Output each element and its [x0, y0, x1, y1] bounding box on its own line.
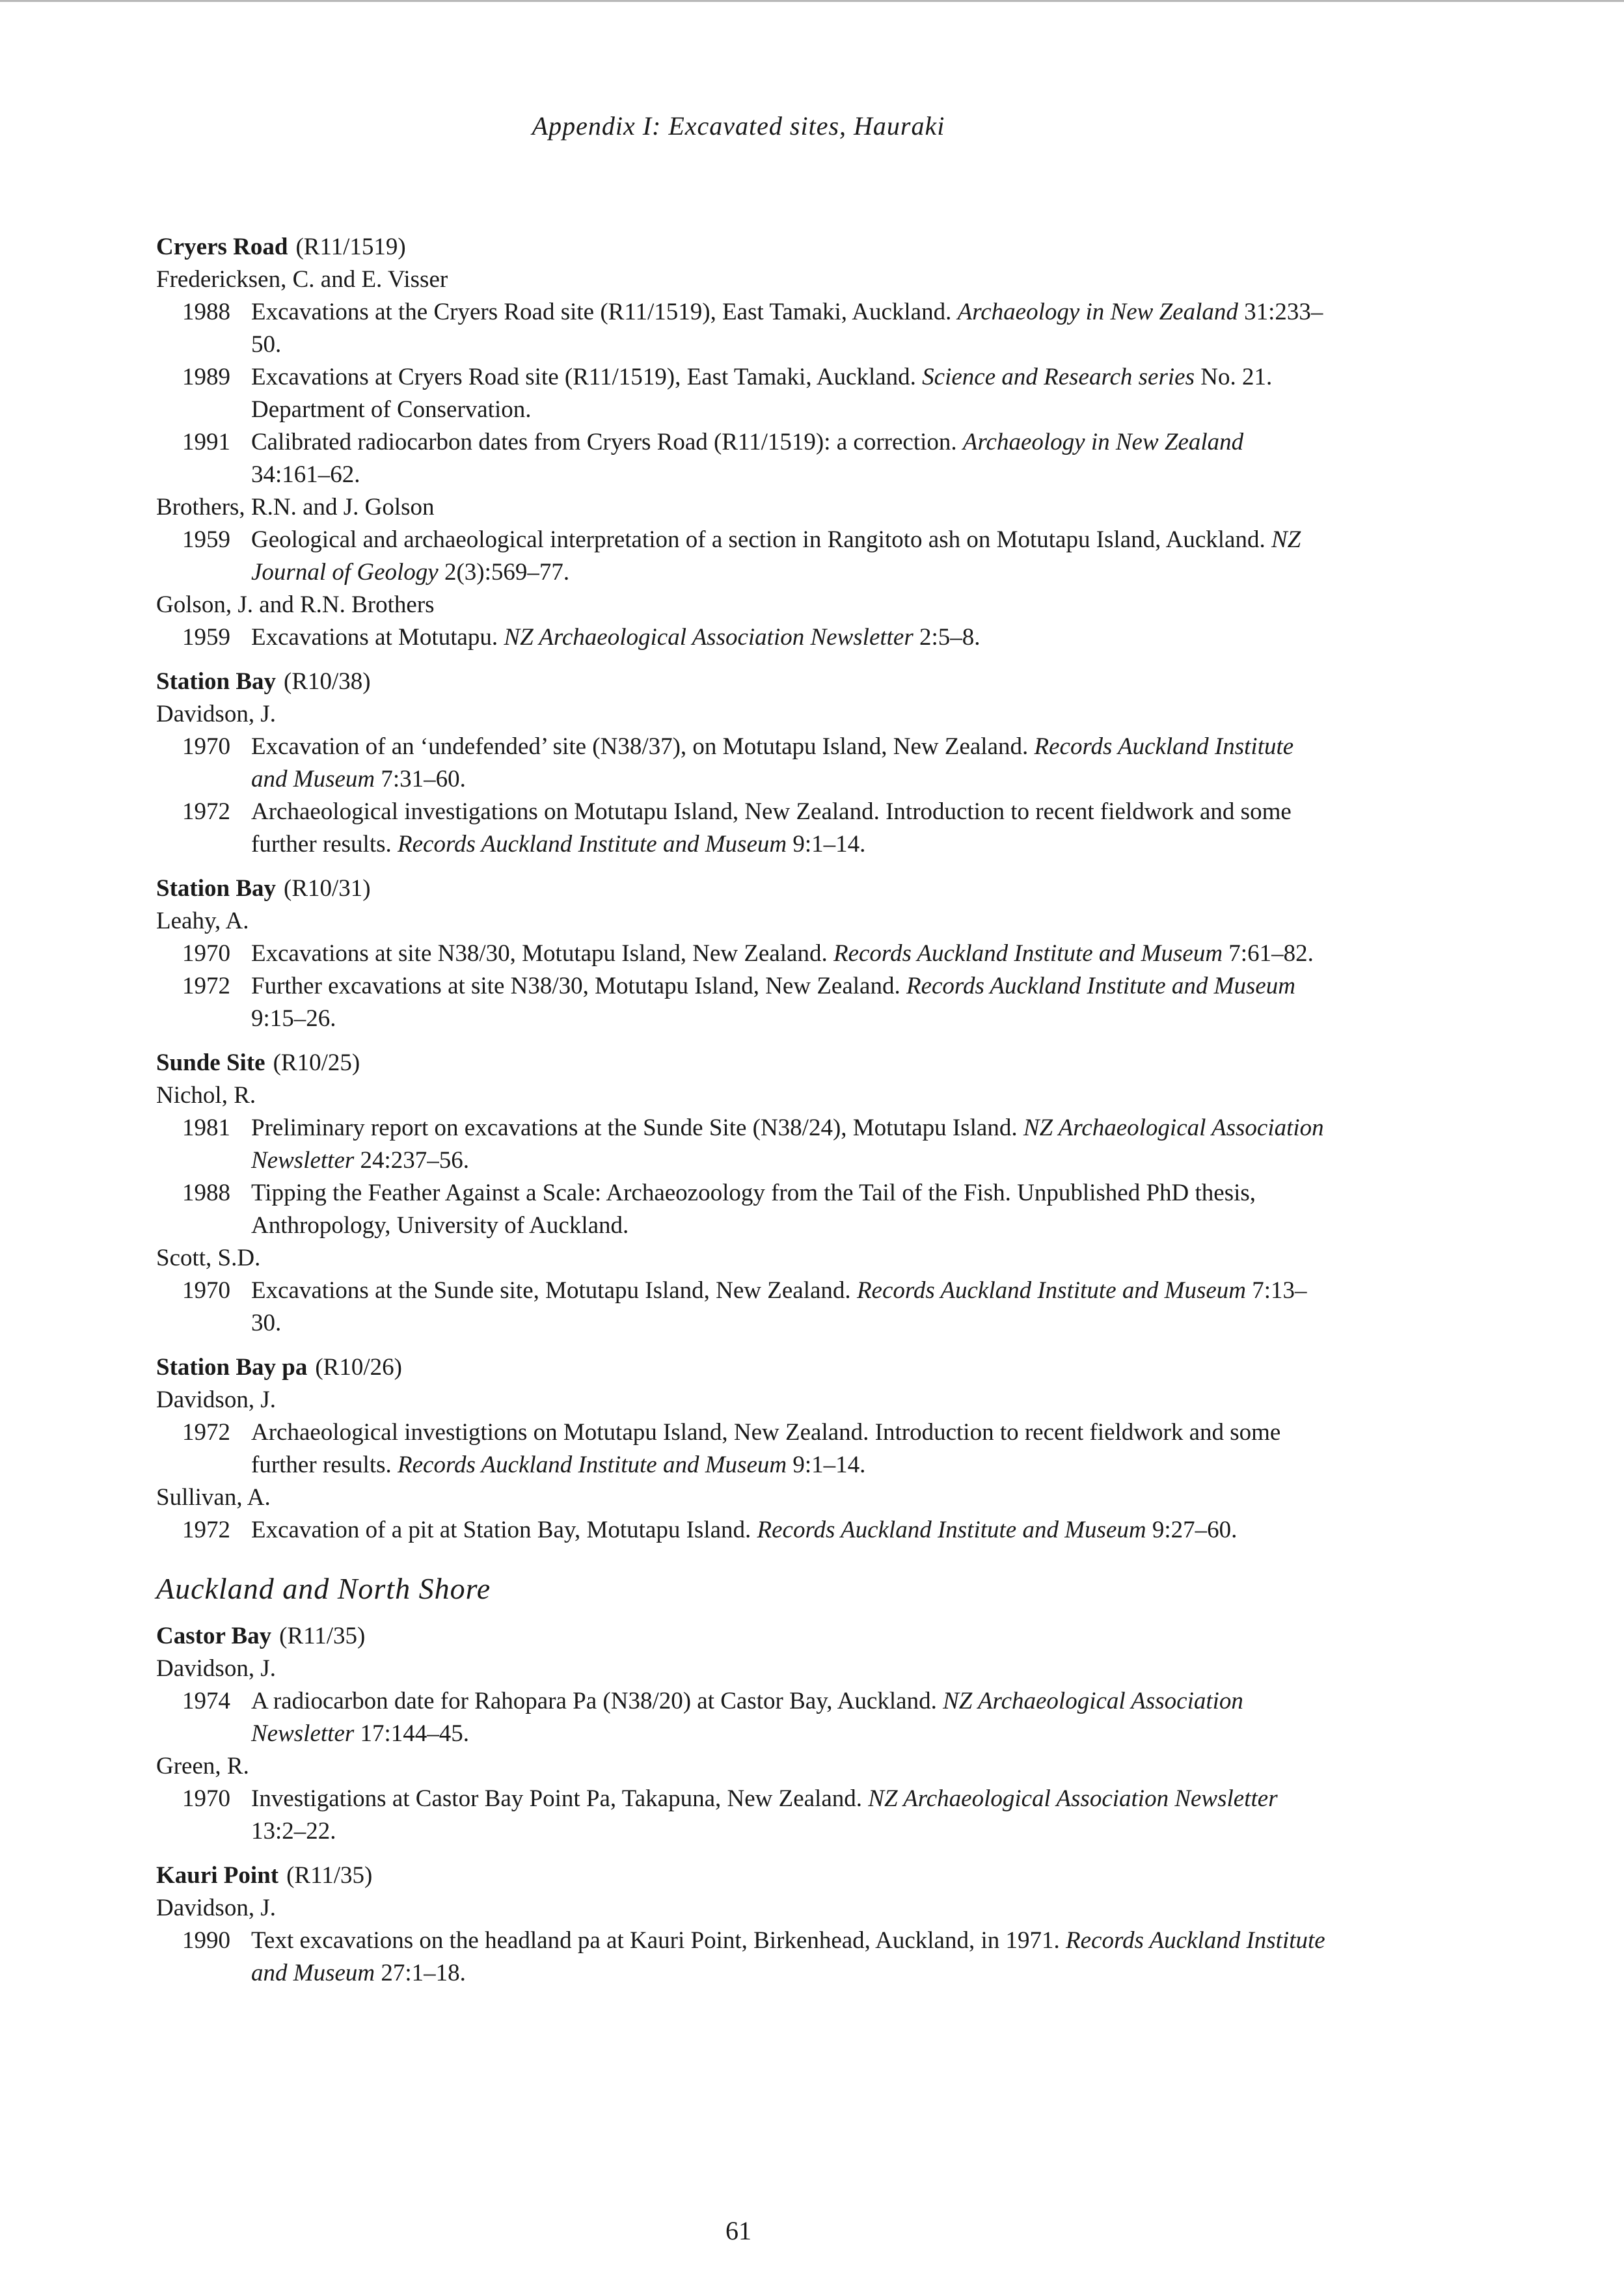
site-entry — [156, 1047, 1327, 1340]
reference-text — [251, 426, 1327, 491]
site-code: (R11/1519) — [295, 234, 406, 260]
reference-text — [251, 621, 1327, 654]
site-entry — [156, 666, 1327, 861]
publication-details: 9:1–14. — [787, 831, 866, 858]
reference-text — [251, 1112, 1327, 1177]
publication-name: Science and Research series — [922, 364, 1195, 390]
publication-name: Records Auckland Institute and Museum — [398, 1452, 787, 1478]
author-name: Nichol, R. — [156, 1082, 256, 1109]
site-heading — [156, 1620, 1327, 1653]
site-groups-hauraki — [156, 231, 1327, 1547]
site-heading — [156, 1351, 1327, 1384]
reference-entry — [156, 796, 1327, 861]
reference-text — [251, 970, 1327, 1035]
site-name: Station Bay pa — [156, 1354, 308, 1381]
publication-details: 13:2–22. — [251, 1818, 336, 1845]
author-name: Golson, J. and R.N. Brothers — [156, 591, 435, 618]
reference-year: 1974 — [182, 1688, 230, 1714]
author-name: Leahy, A. — [156, 908, 249, 934]
site-heading — [156, 231, 1327, 264]
reference-title: A radiocarbon date for Rahopara Pa (N38/20) at Castor Bay, Auckland. — [251, 1688, 937, 1714]
reference-text — [251, 796, 1327, 861]
publication-details: 9:1–14. — [787, 1452, 866, 1478]
reference-entry — [156, 524, 1327, 589]
reference-text — [251, 731, 1327, 796]
reference-year: 1972 — [182, 1517, 230, 1543]
reference-year: 1970 — [182, 733, 230, 760]
reference-text — [251, 361, 1327, 426]
reference-title: Excavations at the Cryers Road site (R11/1519), East Tamaki, Auckland. — [251, 299, 952, 325]
author-name: Davidson, J. — [156, 701, 276, 727]
publication-details: No. 21. Department of Conservation. — [251, 364, 1273, 423]
author-name: Scott, S.D. — [156, 1245, 261, 1271]
reference-year: 1970 — [182, 1277, 230, 1304]
author-name: Davidson, J. — [156, 1386, 276, 1413]
reference-year: 1991 — [182, 429, 230, 455]
reference-text — [251, 1783, 1327, 1848]
site-name: Station Bay — [156, 875, 277, 902]
reference-text — [251, 1685, 1327, 1750]
reference-title: Investigations at Castor Bay Point Pa, Takapuna, New Zealand. — [251, 1785, 863, 1812]
site-name: Sunde Site — [156, 1049, 265, 1076]
reference-title: Further excavations at site N38/30, Motutapu Island, New Zealand. — [251, 973, 900, 999]
reference-entry — [156, 426, 1327, 491]
site-name: Kauri Point — [156, 1862, 279, 1889]
publication-details: 2(3):569–77. — [438, 559, 570, 586]
reference-entry — [156, 296, 1327, 361]
site-code: (R10/25) — [273, 1049, 360, 1076]
reference-text — [251, 1925, 1327, 1990]
site-heading — [156, 872, 1327, 905]
author-name: Davidson, J. — [156, 1895, 276, 1921]
reference-entry — [156, 1685, 1327, 1750]
publication-name: NZ Archaeological Association Newsletter — [251, 1688, 1243, 1747]
reference-title: Excavations at the Sunde site, Motutapu Island, New Zealand. — [251, 1277, 851, 1304]
reference-title: Archaeological investigtions on Motutapu Island, New Zealand. Introduction to recent fieldwork and some further results. — [251, 1419, 1281, 1478]
site-name: Castor Bay — [156, 1623, 272, 1649]
reference-text — [251, 1177, 1327, 1242]
publication-name: NZ Archaeological Association Newsletter — [868, 1785, 1278, 1812]
site-entry — [156, 1620, 1327, 1848]
reference-title: Calibrated radiocarbon dates from Cryers Road (R11/1519): a correction. — [251, 429, 957, 455]
site-code: (R10/26) — [315, 1354, 402, 1381]
reference-entry — [156, 1112, 1327, 1177]
reference-title: Archaeological investigations on Motutapu Island, New Zealand. Introduction to recent fieldwork and some further results. — [251, 798, 1292, 858]
reference-entry — [156, 938, 1327, 970]
publication-name: NZ Journal of Geology — [251, 526, 1301, 586]
reference-entry — [156, 1177, 1327, 1242]
section-heading: Auckland and North Shore — [156, 1572, 491, 1605]
reference-year: 1972 — [182, 973, 230, 999]
reference-text — [251, 524, 1327, 589]
site-entry — [156, 872, 1327, 1035]
reference-title: Excavations at Motutapu. — [251, 624, 498, 651]
reference-title: Excavation of an ‘undefended’ site (N38/37), on Motutapu Island, New Zealand. — [251, 733, 1029, 760]
reference-year: 1959 — [182, 624, 230, 651]
reference-year: 1989 — [182, 364, 230, 390]
reference-entry — [156, 361, 1327, 426]
reference-text — [251, 938, 1327, 970]
site-groups-auckland — [156, 1620, 1327, 1990]
reference-title: Tipping the Feather Against a Scale: Archaeozoology from the Tail of the Fish. Unpublished PhD thesis, Anthropology, University of Auckland. — [251, 1180, 1256, 1239]
reference-text — [251, 1275, 1327, 1340]
publication-name: Records Auckland Institute and Museum — [757, 1517, 1146, 1543]
publication-name: Records Auckland Institute and Museum — [251, 1927, 1325, 1986]
publication-name: Records Auckland Institute and Museum — [906, 973, 1296, 999]
reference-entry — [156, 1783, 1327, 1848]
reference-entry — [156, 1275, 1327, 1340]
reference-title: Excavations at site N38/30, Motutapu Island, New Zealand. — [251, 940, 828, 967]
publication-name: Records Auckland Institute and Museum — [856, 1277, 1246, 1304]
publication-details: 7:13–30. — [251, 1277, 1307, 1336]
publication-details: 17:144–45. — [354, 1720, 470, 1747]
site-heading — [156, 666, 1327, 698]
page-edge-line — [0, 0, 1624, 2]
site-heading — [156, 1047, 1327, 1079]
site-name: Cryers Road — [156, 234, 288, 260]
site-code: (R11/35) — [279, 1623, 366, 1649]
reference-title: Geological and archaeological interpretation of a section in Rangitoto ash on Motutapu Island, Auckland. — [251, 526, 1265, 553]
reference-entry — [156, 731, 1327, 796]
reference-title: Preliminary report on excavations at the Sunde Site (N38/24), Motutapu Island. — [251, 1115, 1018, 1141]
publication-name: Archaeology in New Zealand — [957, 299, 1238, 325]
reference-entry — [156, 1514, 1327, 1547]
reference-entry — [156, 621, 1327, 654]
site-code: (R10/38) — [284, 668, 371, 695]
running-head: Appendix I: Excavated sites, Hauraki — [532, 111, 945, 141]
publication-details: 24:237–56. — [354, 1147, 470, 1174]
reference-year: 1988 — [182, 299, 230, 325]
site-entry — [156, 1860, 1327, 1990]
site-heading — [156, 1860, 1327, 1892]
site-code: (R10/31) — [284, 875, 371, 902]
reference-year: 1990 — [182, 1927, 230, 1954]
page-number: 61 — [725, 2216, 751, 2245]
publication-details: 2:5–8. — [913, 624, 981, 651]
publication-details: 27:1–18. — [375, 1960, 466, 1986]
reference-year: 1972 — [182, 798, 230, 825]
reference-entry — [156, 1416, 1327, 1481]
reference-entry — [156, 1925, 1327, 1990]
author-name: Green, R. — [156, 1753, 249, 1779]
reference-title: Excavations at Cryers Road site (R11/1519), East Tamaki, Auckland. — [251, 364, 916, 390]
publication-details: 9:15–26. — [251, 1005, 336, 1032]
publication-name: NZ Archaeological Association Newsletter — [504, 624, 914, 651]
publication-details: 7:61–82. — [1223, 940, 1314, 967]
author-name: Davidson, J. — [156, 1655, 276, 1682]
reference-text — [251, 296, 1327, 361]
publication-name: Records Auckland Institute and Museum — [251, 733, 1294, 792]
reference-title: Text excavations on the headland pa at Kauri Point, Birkenhead, Auckland, in 1971. — [251, 1927, 1060, 1954]
reference-title: Excavation of a pit at Station Bay, Motutapu Island. — [251, 1517, 751, 1543]
publication-details: 7:31–60. — [375, 766, 466, 792]
reference-year: 1988 — [182, 1180, 230, 1206]
reference-year: 1970 — [182, 1785, 230, 1812]
bibliography-content — [156, 231, 1327, 2001]
publication-details: 34:161–62. — [251, 461, 360, 488]
reference-text — [251, 1514, 1327, 1547]
site-code: (R11/35) — [286, 1862, 373, 1889]
publication-name: NZ Archaeological Association Newsletter — [251, 1115, 1324, 1174]
reference-entry — [156, 970, 1327, 1035]
publication-name: Records Auckland Institute and Museum — [833, 940, 1223, 967]
publication-name: Records Auckland Institute and Museum — [398, 831, 787, 858]
publication-name: Archaeology in New Zealand — [962, 429, 1244, 455]
site-entry — [156, 1351, 1327, 1547]
reference-year: 1981 — [182, 1115, 230, 1141]
reference-year: 1972 — [182, 1419, 230, 1446]
publication-details: 31:233–50. — [251, 299, 1323, 358]
author-name: Sullivan, A. — [156, 1484, 271, 1511]
author-name: Fredericksen, C. and E. Visser — [156, 266, 448, 293]
reference-text — [251, 1416, 1327, 1481]
publication-details: 9:27–60. — [1146, 1517, 1238, 1543]
site-name: Station Bay — [156, 668, 277, 695]
reference-year: 1970 — [182, 940, 230, 967]
site-entry — [156, 231, 1327, 654]
reference-year: 1959 — [182, 526, 230, 553]
author-name: Brothers, R.N. and J. Golson — [156, 494, 435, 521]
